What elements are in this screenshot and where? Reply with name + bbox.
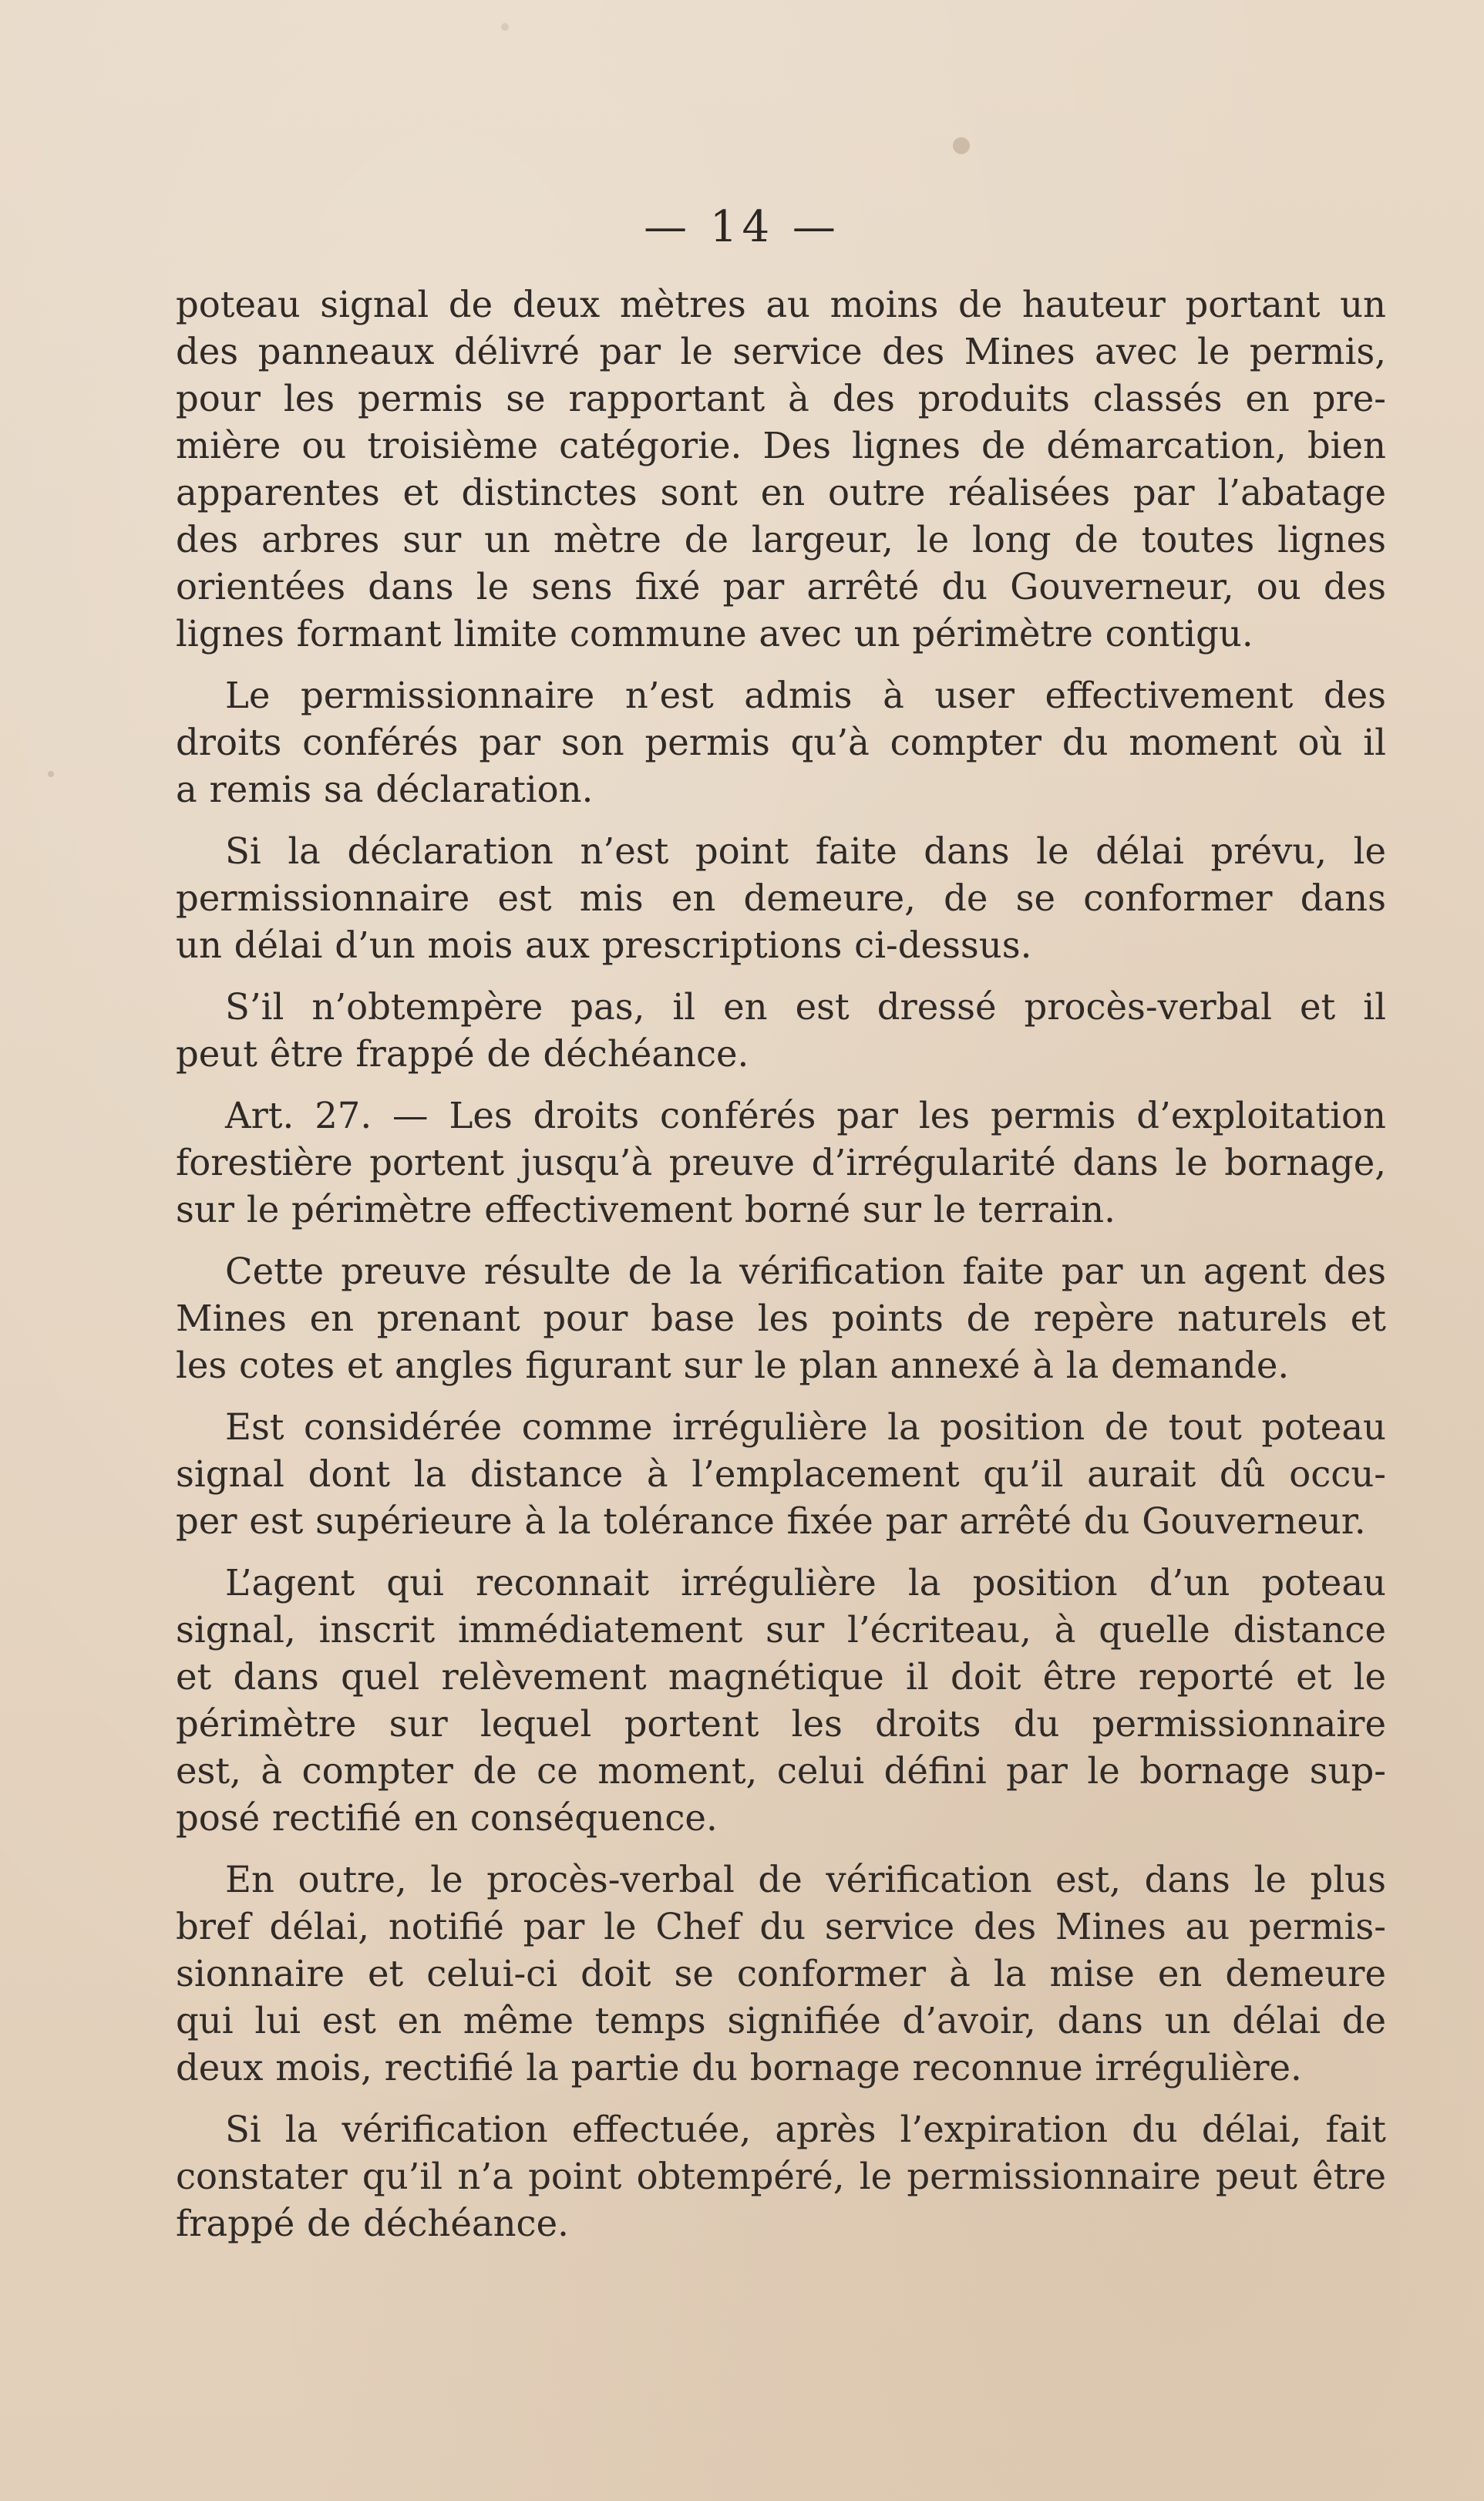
page-number: — 14 — <box>644 202 840 252</box>
text-line: orientées dans le sens fixé par arrêté du Gouverneur, ou des <box>176 566 1386 608</box>
text-line: les cotes et angles figurant sur le plan annexé à la demande. <box>176 1345 1290 1386</box>
paragraph <box>176 2106 1386 2247</box>
text-line: posé rectifié en conséquence. <box>176 1797 718 1839</box>
text-line: des panneaux délivré par le service des Mines avec le permis, <box>176 331 1386 372</box>
paper-stain <box>48 771 54 777</box>
text-line: poteau signal de deux mètres au moins de hauteur portant un <box>176 284 1386 325</box>
paragraph <box>176 1404 1386 1545</box>
text-line: est, à compter de ce moment, celui défini par le bornage sup- <box>176 1750 1386 1792</box>
paragraph <box>176 1092 1386 1234</box>
paragraph <box>176 828 1386 969</box>
text-line: périmètre sur lequel portent les droits du permissionnaire <box>176 1703 1386 1745</box>
text-line: lignes formant limite commune avec un périmètre contigu. <box>176 613 1253 655</box>
paragraph <box>176 281 1386 658</box>
text-line: Si la vérification effectuée, après l’expiration du délai, fait <box>225 2109 1386 2150</box>
text-line: Si la déclaration n’est point faite dans le délai prévu, le <box>225 830 1386 872</box>
text-line: peut être frappé de déchéance. <box>176 1033 749 1075</box>
text-line: mière ou troisième catégorie. Des lignes de démarcation, bien <box>176 425 1386 466</box>
text-line: a remis sa déclaration. <box>176 769 594 810</box>
paper-stain <box>953 137 970 154</box>
text-line: signal dont la distance à l’emplacement qu’il aurait dû occu- <box>176 1453 1386 1495</box>
text-line: Mines en prenant pour base les points de repère naturels et <box>176 1298 1386 1339</box>
paragraph <box>176 672 1386 813</box>
text-line: deux mois, rectifié la partie du bornage reconnue irrégulière. <box>176 2047 1302 2089</box>
text-line: frappé de déchéance. <box>176 2203 569 2244</box>
text-line: Est considérée comme irrégulière la position de tout poteau <box>225 1406 1386 1448</box>
text-line: L’agent qui reconnait irrégulière la position d’un poteau <box>225 1562 1386 1604</box>
text-line: sur le périmètre effectivement borné sur le terrain. <box>176 1189 1116 1230</box>
paper-stain <box>501 23 509 31</box>
paragraph <box>176 984 1386 1078</box>
text-line: des arbres sur un mètre de largeur, le long de toutes lignes <box>176 519 1386 560</box>
text-line: apparentes et distinctes sont en outre réalisées par l’abatage <box>176 472 1386 513</box>
text-line: sionnaire et celui-ci doit se conformer à la mise en demeure <box>176 1953 1386 1994</box>
paragraph <box>176 1248 1386 1389</box>
text-line: permissionnaire est mis en demeure, de se conformer dans <box>176 877 1386 919</box>
text-line: pour les permis se rapportant à des produits classés en pre- <box>176 378 1386 419</box>
text-line: Art. 27. — Les droits conférés par les permis d’exploitation <box>225 1095 1386 1136</box>
text-line: droits conférés par son permis qu’à compter du moment où il <box>176 722 1386 763</box>
body-text <box>176 281 1386 2262</box>
paragraph <box>176 1856 1386 2092</box>
text-line: signal, inscrit immédiatement sur l’écriteau, à quelle distance <box>176 1609 1386 1651</box>
text-line: bref délai, notifié par le Chef du service des Mines au permis- <box>176 1906 1386 1947</box>
text-line: un délai d’un mois aux prescriptions ci-dessus. <box>176 924 1032 966</box>
paragraph <box>176 1560 1386 1842</box>
text-line: per est supérieure à la tolérance fixée par arrêté du Gouverneur. <box>176 1500 1366 1542</box>
text-line: S’il n’obtempère pas, il en est dressé procès-verbal et il <box>225 986 1386 1028</box>
text-line: qui lui est en même temps signifiée d’avoir, dans un délai de <box>176 2000 1386 2042</box>
text-line: forestière portent jusqu’à preuve d’irrégularité dans le bornage, <box>176 1142 1386 1183</box>
text-line: Le permissionnaire n’est admis à user effectivement des <box>225 675 1386 716</box>
text-line: Cette preuve résulte de la vérification faite par un agent des <box>225 1250 1386 1292</box>
text-line: constater qu’il n’a point obtempéré, le permissionnaire peut être <box>176 2156 1386 2197</box>
text-line: En outre, le procès-verbal de vérification est, dans le plus <box>225 1859 1386 1900</box>
text-line: et dans quel relèvement magnétique il doit être reporté et le <box>176 1656 1386 1698</box>
